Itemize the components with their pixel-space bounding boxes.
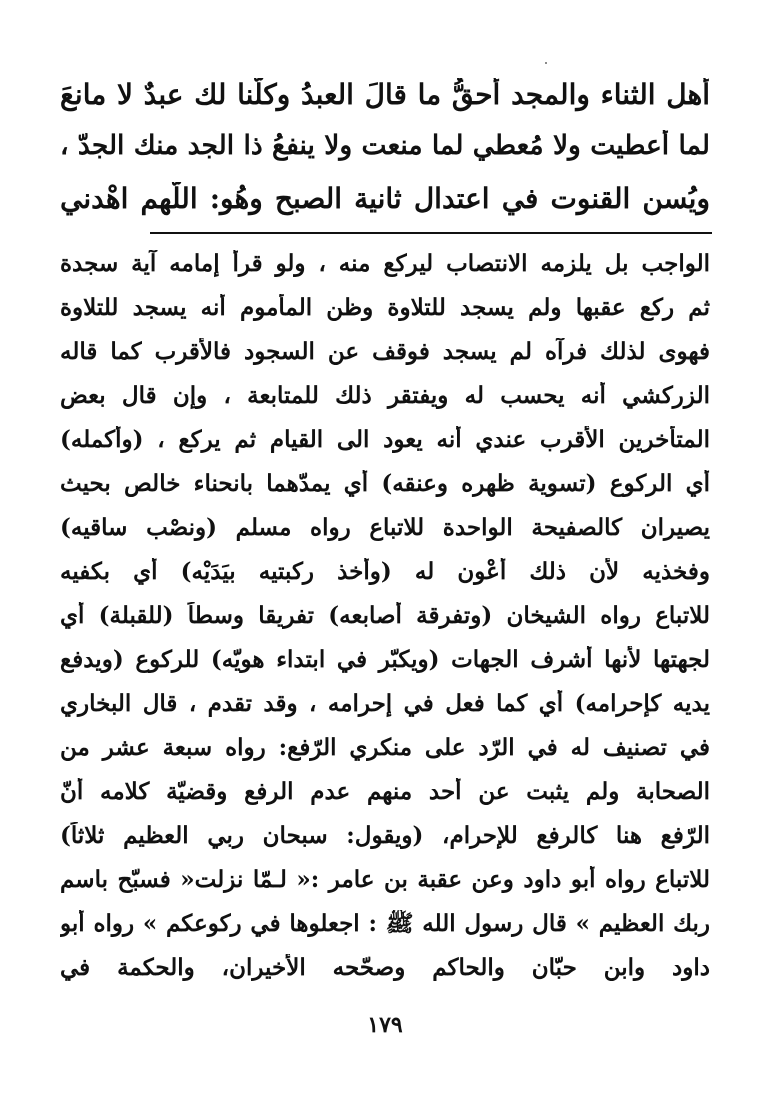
commentary-line: الرّفع هنا كالرفع للإحرام، (ويقول: سبحان ربي العظيم ثلاثاً) — [60, 822, 710, 849]
commentary-line: ثم ركع عقبها ولم يسجد للتلاوة وظن المأموم أنه يسجد للتلاوة — [60, 294, 710, 321]
main-text-line: لما أعطيت ولا مُعطي لما منعت ولا ينفعُ ذا الجد منك الجدّ ، — [60, 130, 710, 161]
commentary-line: في تصنيف له في الرّد على منكري الرّفع: رواه سبعة عشر من — [60, 734, 710, 761]
commentary-line: فهوى لذلك فرآه لم يسجد فوقف عن السجود فالأقرب كما قاله — [60, 338, 710, 365]
commentary-line: وفخذيه لأن ذلك أعْون له (وأخذ ركبتيه بيَدَيْه) أي بكفيه — [60, 558, 710, 585]
commentary-line: أي الركوع (تسوية ظهره وعنقه) أي يمدّهما بانحناء خالص بحيث — [60, 470, 710, 497]
commentary-line: الواجب بل يلزمه الانتصاب ليركع منه ، ولو قرأ إمامه آية سجدة — [60, 250, 710, 277]
commentary-line: يصيران كالصفيحة الواحدة للاتباع رواه مسلم (ونصْب ساقيه) — [60, 514, 710, 541]
commentary-line: للاتباع رواه الشيخان (وتفرقة أصابعه) تفريقا وسطاً (للقبلة) أي — [60, 602, 710, 629]
main-text-line: ويُسن القنوت في اعتدال ثانية الصبح وهُو: اللّهم اهْدني — [60, 182, 710, 215]
commentary-line: داود وابن حبّان والحاكم وصحّحه الأخيران، والحكمة في — [60, 954, 710, 981]
page-number: ١٧٩ — [367, 1012, 403, 1038]
commentary-line: لجهتها لأنها أشرف الجهات (ويكبّر في ابتداء هويّه) للركوع (ويدفع — [60, 646, 710, 673]
commentary-line: الزركشي أنه يحسب له ويفتقر ذلك للمتابعة ، وإن قال بعض — [60, 382, 710, 409]
main-text-line: أهل الثناء والمجد أحقُّ ما قالَ العبدُ وكلُّنا لك عبدٌ لا مانعَ — [60, 78, 710, 111]
commentary-line: يديه كإحرامه) أي كما فعل في إحرامه ، وقد تقدم ، قال البخاري — [60, 690, 710, 717]
footnote-divider — [150, 232, 712, 234]
commentary-line: للاتباع رواه أبو داود وعن عقبة بن عامر :« لـمّا نزلت« فسبّح باسم — [60, 866, 710, 893]
commentary-line: ربك العظيم » قال رسول الله ﷺ : اجعلوها في ركوعكم » رواه أبو — [60, 910, 710, 937]
commentary-line: الصحابة ولم يثبت عن أحد منهم عدم الرفع وقضيّة كلامه أنّ — [60, 778, 710, 805]
scan-speck — [545, 62, 547, 64]
commentary-line: المتأخرين الأقرب عندي أنه يعود الى القيام ثم يركع ، (وأكمله) — [60, 426, 710, 453]
